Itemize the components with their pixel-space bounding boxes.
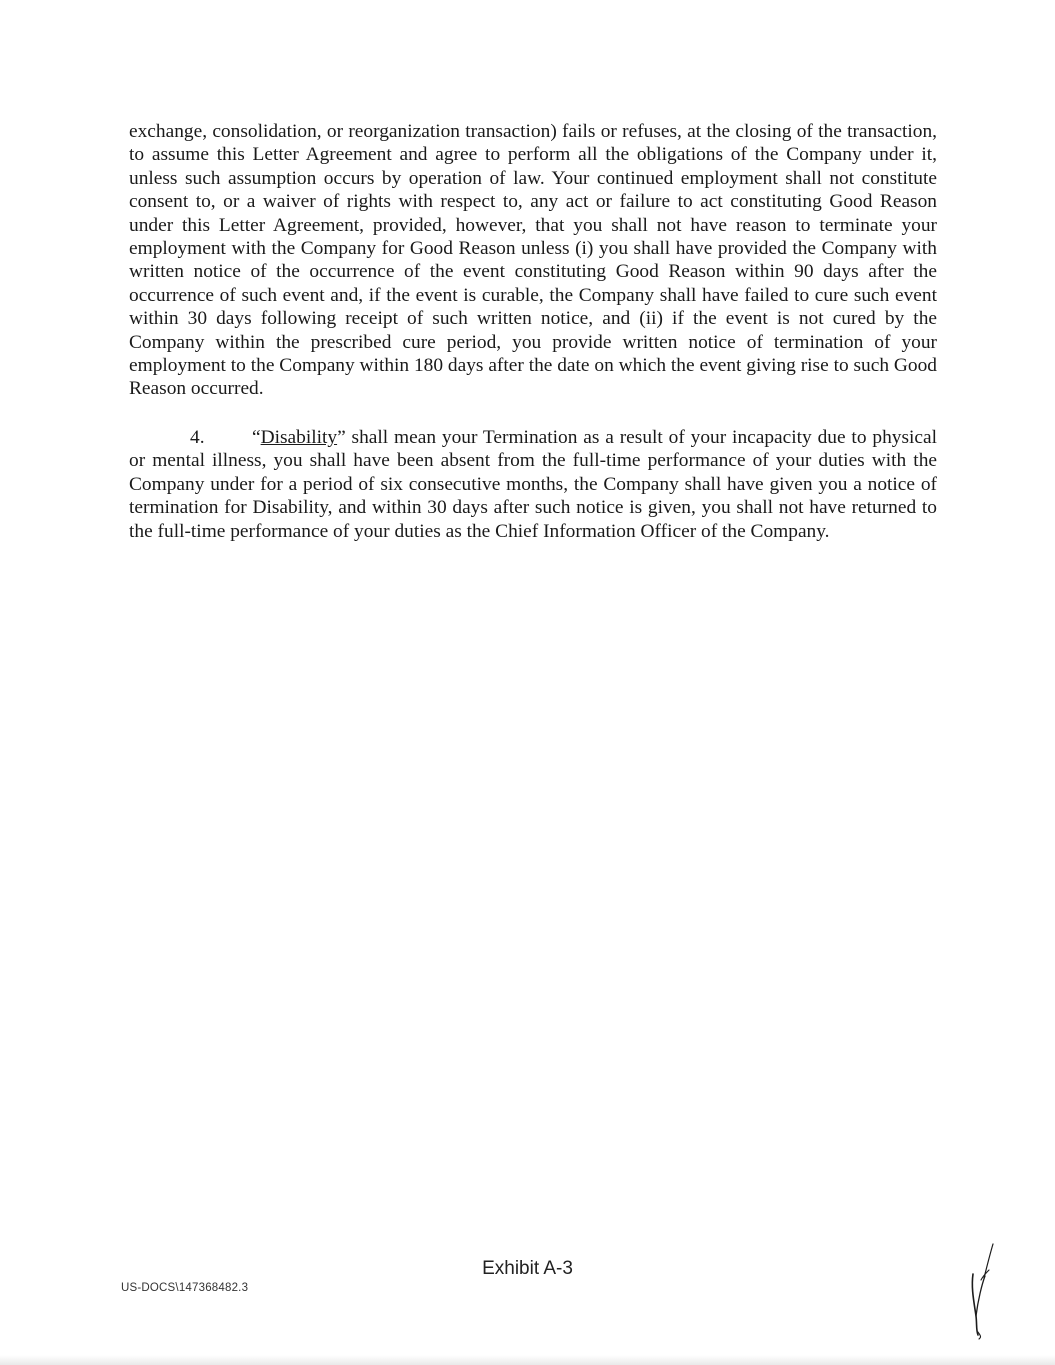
open-quote: “	[252, 427, 261, 448]
document-id: US-DOCS\147368482.3	[121, 1282, 249, 1294]
paragraph-number: 4.	[190, 427, 205, 448]
paragraph-disability	[129, 426, 937, 543]
exhibit-label: Exhibit A-3	[482, 1258, 573, 1279]
defined-term-disability: Disability	[260, 427, 338, 448]
handwritten-initials-icon	[962, 1240, 1002, 1340]
scan-edge-shadow	[0, 1355, 1055, 1365]
close-quote: ”	[337, 427, 346, 448]
paragraph-good-reason-continued: exchange, consolidation, or reorganization transaction) fails or refuses, at the closing of the transaction, to assume this Letter Agreement and agree to perform all the obligations of the Company under it, unless such assumption occurs by operation of law. Your continued employment shall not constitute consent to, or a waiver of rights with respect to, any act or failure to act constituting Good Reason under this Letter Agreement, provided, however, that you shall not have reason to terminate your employment with the Company for Good Reason unless (i) you shall have provided the Company with written notice of the occurrence of the event constituting Good Reason within 90 days after the occurrence of such event and, if the event is curable, the Company shall have failed to cure such event within 30 days following receipt of such written notice, and (ii) if the event is not cured by the Company within the prescribed cure period, you provide written notice of termination of your employment to the Company within 180 days after the date on which the event giving rise to such Good Reason occurred.	[129, 121, 937, 400]
disability-definition-text: shall mean your Termination as a result of your incapacity due to physical or mental illness, you shall have been absent from the full-time performance of your duties with the Company under for a period of six consecutive months, the Company shall have given you a notice of termination for Disability, and within 30 days after such notice is given, you shall not have returned to the full-time performance of your duties as the Chief Information Officer of the Company.	[129, 427, 937, 542]
